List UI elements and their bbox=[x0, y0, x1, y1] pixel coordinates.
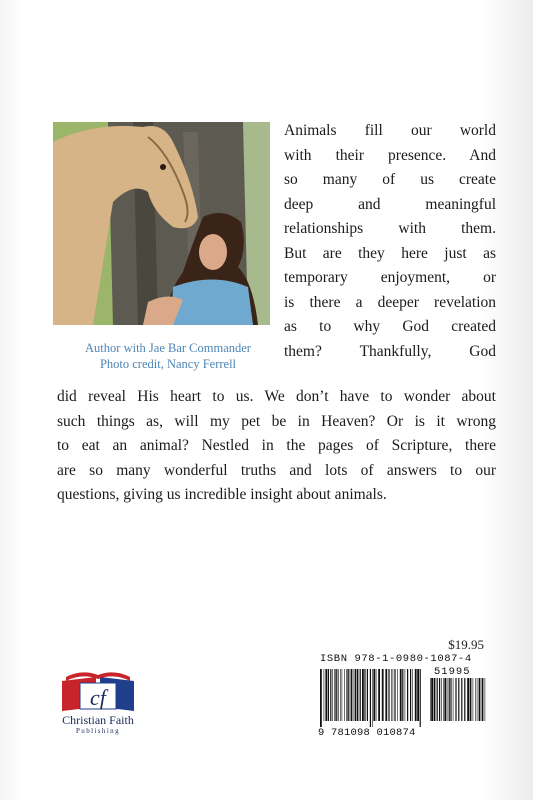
addon-barcode-bars bbox=[430, 678, 486, 727]
blurb-line: so many of us create bbox=[284, 171, 496, 188]
blurb-right-column bbox=[284, 119, 496, 364]
blurb-line: relationships with them. bbox=[284, 220, 496, 237]
blurb-line: them? Thankfully, God bbox=[284, 342, 496, 360]
addon-digits: 51995 bbox=[434, 666, 471, 678]
isbn-label: ISBN 978-1-0980-1087-4 bbox=[320, 653, 472, 665]
publisher-logo bbox=[52, 667, 144, 742]
blurb-line: deep and meaningful bbox=[284, 195, 496, 213]
isbn-barcode bbox=[318, 636, 488, 740]
price-label: $19.95 bbox=[448, 637, 484, 652]
author-photo-image bbox=[53, 122, 270, 325]
photo-caption bbox=[53, 340, 283, 372]
blurb-full-width bbox=[57, 385, 496, 508]
publisher-name: Christian Faith bbox=[62, 713, 134, 727]
svg-text:cf: cf bbox=[90, 685, 106, 710]
blurb-line: such things as, will my pet be in Heaven? Or is it wrong bbox=[57, 412, 496, 430]
blurb-line: to eat an animal? Nestled in the pages of Scripture, there bbox=[57, 437, 496, 454]
book-logo-icon bbox=[58, 667, 138, 713]
blurb-line: is there a deeper revelation bbox=[284, 293, 496, 311]
blurb-line: But are they here just as bbox=[284, 244, 496, 262]
blurb-line: did reveal His heart to us. We don’t have to wonder about bbox=[57, 388, 496, 405]
blurb-line: as to why God created bbox=[284, 318, 496, 335]
author-photo bbox=[53, 122, 270, 325]
caption-line-2: Photo credit, Nancy Ferrell bbox=[99, 357, 237, 371]
blurb-line: questions, giving us incredible insight about animals. bbox=[57, 486, 387, 503]
publisher-subname: Publishing bbox=[76, 727, 120, 735]
ean-digits: 9 781098 010874 bbox=[318, 727, 416, 739]
caption-line-1: Author with Jae Bar Commander bbox=[85, 341, 251, 355]
ean-barcode-bars bbox=[320, 669, 422, 727]
blurb-line: Animals fill our world bbox=[284, 122, 496, 139]
blurb-line: with their presence. And bbox=[284, 146, 496, 164]
blurb-line: temporary enjoyment, or bbox=[284, 269, 496, 286]
blurb-line: are so many wonderful truths and lots of answers to our bbox=[57, 461, 496, 479]
